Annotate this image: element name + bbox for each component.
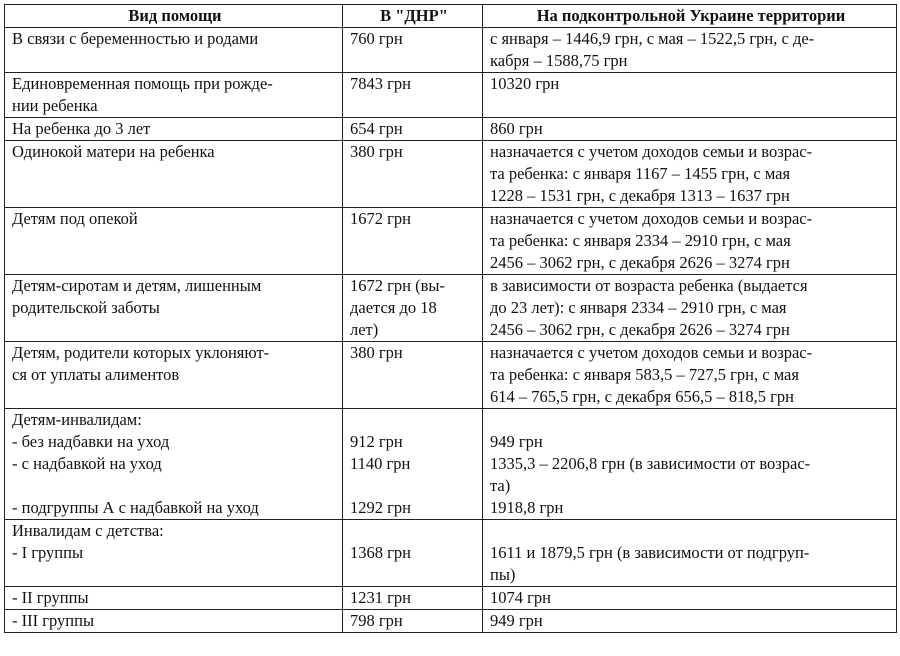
cell-line: 1228 – 1531 грн, с декабря 1313 – 1637 грн	[490, 186, 790, 205]
cell-line: назначается с учетом доходов семьи и возрас-	[490, 209, 813, 228]
cell-type	[5, 342, 343, 409]
cell-line: пы)	[490, 565, 516, 584]
cell-line: 1140 грн	[350, 454, 411, 473]
cell-type	[5, 73, 343, 118]
cell-line: в зависимости от возраста ребенка (выдается	[490, 276, 808, 295]
cell-dnr	[343, 275, 483, 342]
cell-line: 7843 грн	[350, 74, 411, 93]
cell-line: 1918,8 грн	[490, 498, 564, 517]
cell-ukraine	[483, 520, 897, 587]
cell-line: 380 грн	[350, 142, 403, 161]
cell-line: та)	[490, 476, 511, 495]
cell-line: 1074 грн	[490, 588, 551, 607]
cell-line: - I группы	[12, 543, 84, 562]
cell-dnr	[343, 520, 483, 587]
cell-dnr	[343, 141, 483, 208]
cell-line: 2456 – 3062 грн, с декабря 2626 – 3274 грн	[490, 320, 790, 339]
table-row	[5, 118, 897, 141]
cell-type	[5, 587, 343, 610]
cell-ukraine	[483, 409, 897, 520]
cell-line: 760 грн	[350, 29, 403, 48]
cell-line: ся от уплаты алиментов	[12, 365, 180, 384]
cell-line: 1335,3 – 2206,8 грн (в зависимости от возрас-	[490, 454, 811, 473]
cell-dnr	[343, 28, 483, 73]
header-ukraine: На подконтрольной Украине территории	[483, 5, 897, 28]
table-row	[5, 409, 897, 520]
cell-type	[5, 610, 343, 633]
header-dnr: В "ДНР"	[343, 5, 483, 28]
cell-type	[5, 118, 343, 141]
cell-line: Инвалидам с детства:	[12, 521, 164, 540]
cell-line: 1672 грн	[350, 209, 411, 228]
cell-ukraine	[483, 208, 897, 275]
benefits-table	[4, 4, 897, 633]
cell-line: с января – 1446,9 грн, с мая – 1522,5 грн, с де-	[490, 29, 815, 48]
cell-ukraine	[483, 275, 897, 342]
cell-type	[5, 141, 343, 208]
cell-line: 860 грн	[490, 119, 543, 138]
cell-line: 10320 грн	[490, 74, 560, 93]
cell-line: 2456 – 3062 грн, с декабря 2626 – 3274 грн	[490, 253, 790, 272]
cell-line	[350, 520, 478, 542]
cell-ukraine	[483, 610, 897, 633]
cell-line: Единовременная помощь при рожде-	[12, 74, 273, 93]
cell-type	[5, 275, 343, 342]
cell-line: та ребенка: с января 1167 – 1455 грн, с мая	[490, 164, 791, 183]
cell-line: Детям-инвалидам:	[12, 410, 142, 429]
table-row	[5, 28, 897, 73]
cell-line: - II группы	[12, 588, 89, 607]
cell-line: - без надбавки на уход	[12, 432, 170, 451]
cell-line: 380 грн	[350, 343, 403, 362]
cell-line: родительской заботы	[12, 298, 160, 317]
cell-ukraine	[483, 118, 897, 141]
cell-line: Детям-сиротам и детям, лишенным	[12, 276, 262, 295]
cell-line	[490, 409, 892, 431]
cell-type	[5, 409, 343, 520]
cell-dnr	[343, 610, 483, 633]
header-row	[5, 5, 897, 28]
cell-line: 654 грн	[350, 119, 403, 138]
cell-line: до 23 лет): с января 2334 – 2910 грн, с мая	[490, 298, 787, 317]
cell-type	[5, 28, 343, 73]
cell-line: 1231 грн	[350, 588, 411, 607]
cell-line: В связи с беременностью и родами	[12, 29, 259, 48]
cell-line	[350, 475, 478, 497]
cell-line: 1368 грн	[350, 543, 411, 562]
cell-line: - с надбавкой на уход	[12, 454, 162, 473]
cell-ukraine	[483, 73, 897, 118]
cell-line: та ребенка: с января 2334 – 2910 грн, с мая	[490, 231, 791, 250]
cell-dnr	[343, 409, 483, 520]
cell-line: 614 – 765,5 грн, с декабря 656,5 – 818,5 грн	[490, 387, 794, 406]
cell-line	[490, 520, 892, 542]
cell-line: 1611 и 1879,5 грн (в зависимости от подгруп-	[490, 543, 810, 562]
cell-line: лет)	[350, 320, 379, 339]
cell-dnr	[343, 587, 483, 610]
cell-line: 1672 грн (вы-	[350, 276, 445, 295]
cell-line: 1292 грн	[350, 498, 411, 517]
header-type: Вид помощи	[5, 5, 343, 28]
table-row	[5, 141, 897, 208]
cell-ukraine	[483, 587, 897, 610]
cell-line: 949 грн	[490, 611, 543, 630]
cell-line: На ребенка до 3 лет	[12, 119, 151, 138]
cell-line: назначается с учетом доходов семьи и возрас-	[490, 142, 813, 161]
table-row	[5, 208, 897, 275]
table-row	[5, 275, 897, 342]
cell-ukraine	[483, 342, 897, 409]
table-row	[5, 587, 897, 610]
cell-line: - подгруппы А с надбавкой на уход	[12, 498, 259, 517]
cell-line: Одинокой матери на ребенка	[12, 142, 215, 161]
cell-ukraine	[483, 141, 897, 208]
cell-line	[350, 564, 478, 586]
cell-line	[12, 564, 338, 586]
cell-line: 949 грн	[490, 432, 543, 451]
cell-ukraine	[483, 28, 897, 73]
cell-line: 798 грн	[350, 611, 403, 630]
cell-dnr	[343, 73, 483, 118]
table-row	[5, 610, 897, 633]
cell-line: нии ребенка	[12, 96, 98, 115]
cell-line: Детям, родители которых уклоняют-	[12, 343, 270, 362]
cell-type	[5, 520, 343, 587]
cell-dnr	[343, 208, 483, 275]
cell-line	[12, 475, 338, 497]
table-row	[5, 342, 897, 409]
table-row	[5, 520, 897, 587]
cell-line: - III группы	[12, 611, 95, 630]
cell-line	[350, 409, 478, 431]
cell-type	[5, 208, 343, 275]
cell-dnr	[343, 118, 483, 141]
cell-line: та ребенка: с января 583,5 – 727,5 грн, с мая	[490, 365, 799, 384]
table-row	[5, 73, 897, 118]
cell-line: кабря – 1588,75 грн	[490, 51, 628, 70]
cell-line: назначается с учетом доходов семьи и возрас-	[490, 343, 813, 362]
cell-dnr	[343, 342, 483, 409]
cell-line: дается до 18	[350, 298, 437, 317]
cell-line: Детям под опекой	[12, 209, 138, 228]
cell-line: 912 грн	[350, 432, 403, 451]
